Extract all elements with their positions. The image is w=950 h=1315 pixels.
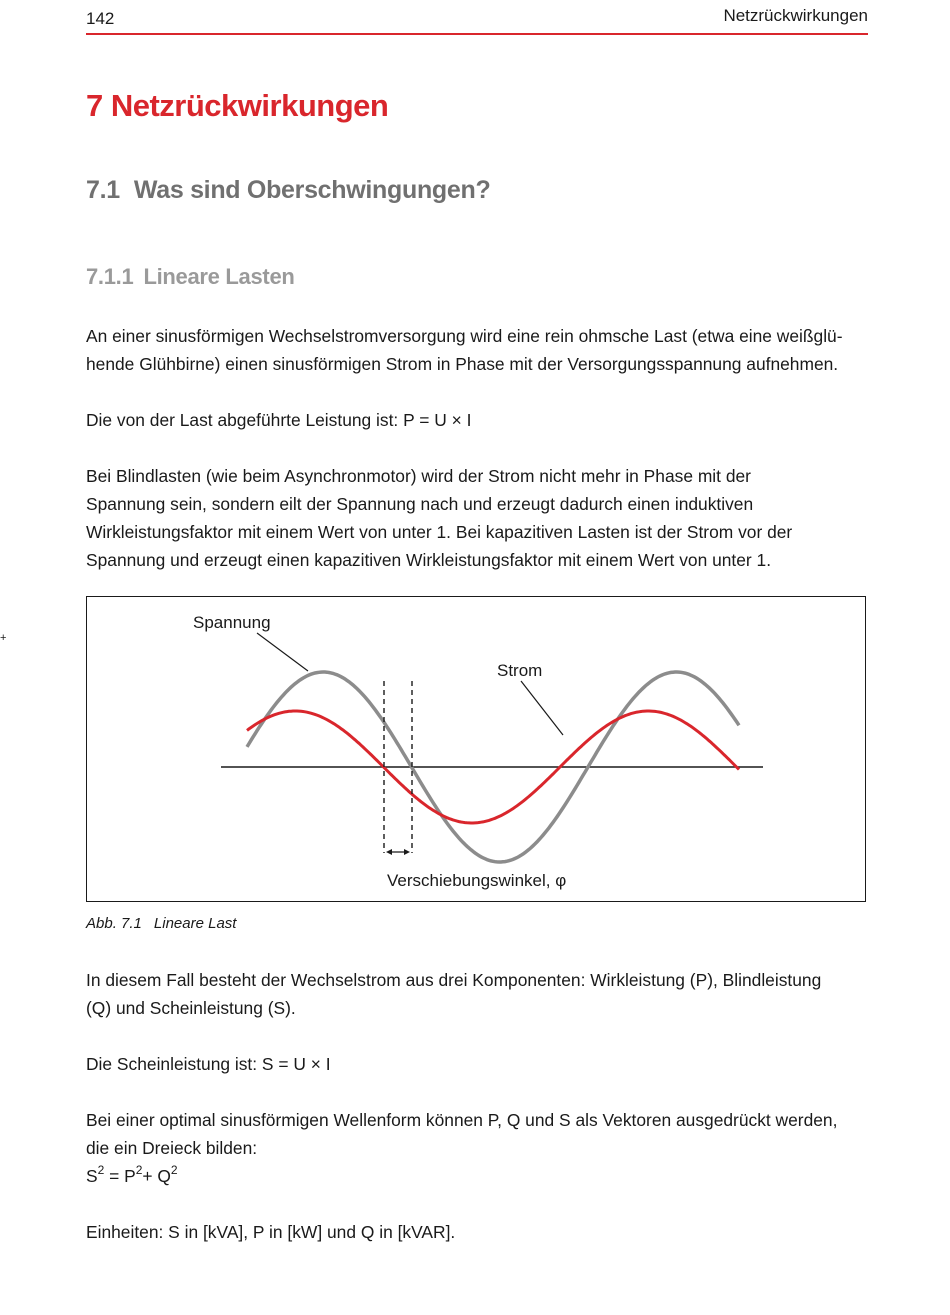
section-title-text: Was sind Oberschwingungen? — [133, 176, 491, 204]
paragraph-ohmic-load — [86, 322, 886, 378]
paragraph-line: hende Glühbirne) einen sinusförmigen Strom in Phase mit der Versorgungsspannung aufnehmen. — [86, 354, 839, 374]
label-strom: Strom — [497, 661, 543, 680]
running-header: Netzrückwirkungen — [723, 6, 868, 25]
subsection-title-text: Lineare Lasten — [143, 264, 295, 289]
section-number: 7.1 — [86, 176, 120, 204]
phase-shift-diagram — [87, 597, 867, 903]
paragraph-line: Spannung sein, sondern eilt der Spannung nach und erzeugt dadurch einen induktiven — [86, 494, 754, 514]
arrowhead-left — [386, 849, 392, 855]
section-title — [86, 176, 490, 205]
page-number: 142 — [86, 9, 115, 28]
formula-q: + Q — [142, 1166, 171, 1186]
header-rule — [86, 33, 868, 35]
caption-number: Abb. 7.1 — [86, 915, 142, 932]
paragraph-line: In diesem Fall besteht der Wechselstrom aus drei Komponenten: Wirkleistung (P), Blindleistung — [86, 970, 822, 990]
arrowhead-right — [404, 849, 410, 855]
figure-linear-load — [86, 596, 866, 902]
leader-line-spannung — [257, 633, 308, 671]
paragraph-line: An einer sinusförmigen Wechselstromversorgung wird eine rein ohmsche Last (etwa eine weißglü- — [86, 326, 843, 346]
paragraph-units: Einheiten: S in [kVA], P in [kW] und Q in [kVAR]. — [86, 1222, 456, 1242]
subsection-title — [86, 264, 295, 290]
label-spannung: Spannung — [193, 613, 271, 632]
paragraph-line: Spannung und erzeugt einen kapazitiven Wirkleistungsfaktor mit einem Wert von unter 1. — [86, 550, 772, 570]
paragraph-line: (Q) und Scheinleistung (S). — [86, 998, 296, 1018]
paragraph-line: Wirkleistungsfaktor mit einem Wert von unter 1. Bei kapazitiven Lasten ist der Strom vor der — [86, 522, 793, 542]
power-triangle-formula — [86, 1162, 886, 1190]
figure-caption — [86, 915, 236, 932]
formula-exponent: 2 — [170, 1163, 178, 1178]
caption-text: Lineare Last — [153, 915, 237, 932]
paragraph-power: Die von der Last abgeführte Leistung ist: P = U × I — [86, 410, 472, 430]
formula-exponent: 2 — [135, 1163, 143, 1178]
paragraph-apparent-power: Die Scheinleistung ist: S = U × I — [86, 1054, 331, 1074]
chapter-title: 7 Netzrückwirkungen — [86, 88, 389, 123]
margin-crop-mark: + — [0, 632, 7, 644]
formula-p: = P — [104, 1166, 136, 1186]
paragraph-components — [86, 966, 876, 1022]
paragraph-reactive-loads — [86, 462, 876, 574]
formula-s: S — [86, 1166, 98, 1186]
subsection-number: 7.1.1 — [86, 264, 134, 289]
paragraph-line: Bei einer optimal sinusförmigen Wellenform können P, Q und S als Vektoren ausgedrückt werden, — [86, 1110, 838, 1130]
formula-exponent: 2 — [97, 1163, 105, 1178]
label-phase-angle: Verschiebungswinkel, φ — [387, 871, 567, 890]
paragraph-line: die ein Dreieck bilden: — [86, 1138, 258, 1158]
paragraph-line: Bei Blindlasten (wie beim Asynchronmotor) wird der Strom nicht mehr in Phase mit der — [86, 466, 751, 486]
leader-line-strom — [521, 681, 563, 735]
paragraph-vectors — [86, 1106, 886, 1190]
